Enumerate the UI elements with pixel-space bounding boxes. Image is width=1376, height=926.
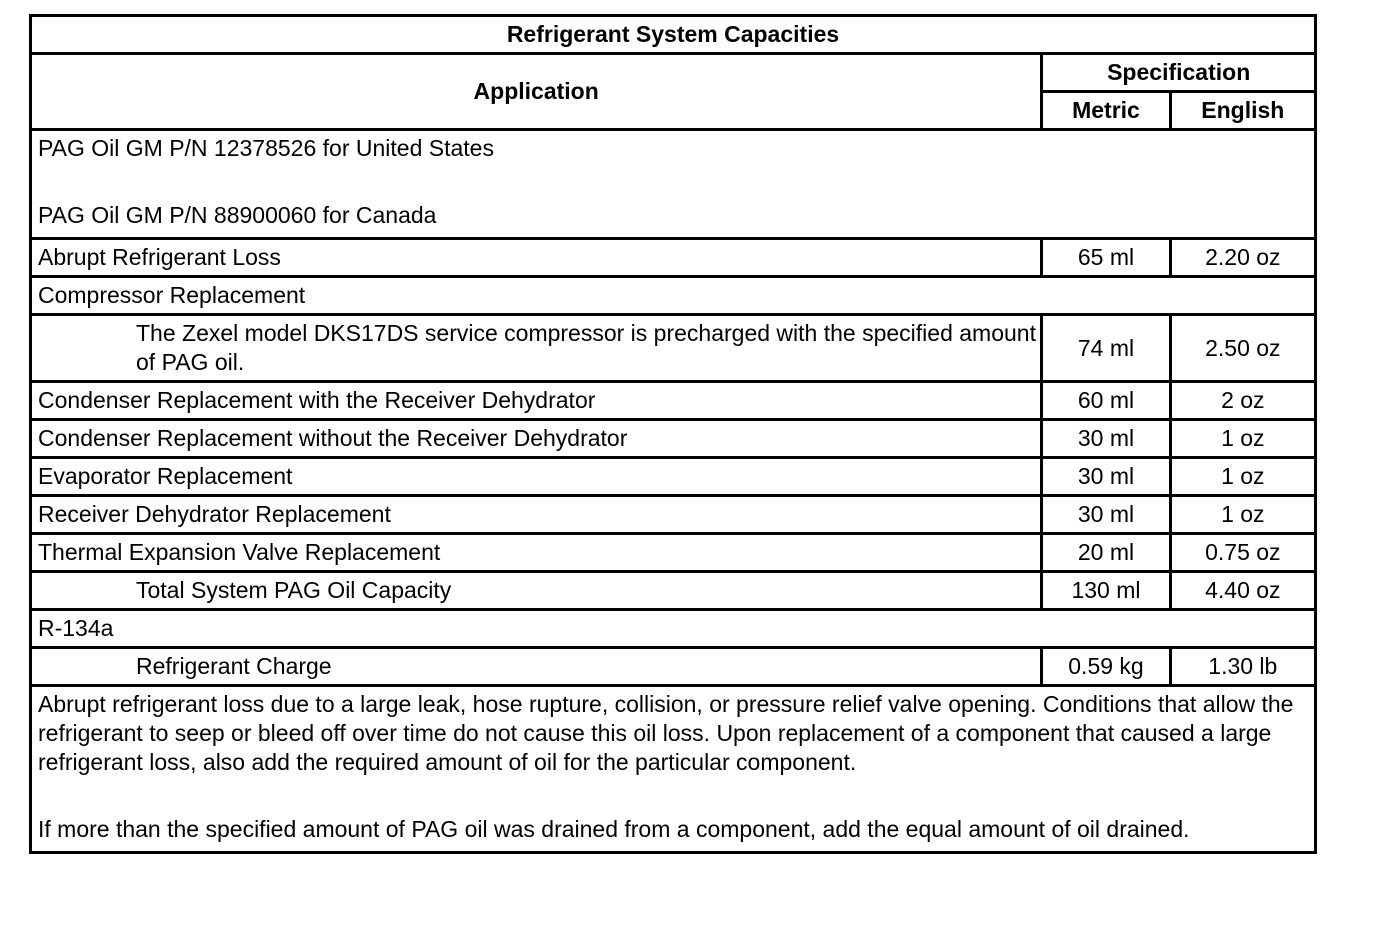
oil-note-canada: PAG Oil GM P/N 88900060 for Canada — [38, 202, 437, 228]
footnote-abrupt-loss: Abrupt refrigerant loss due to a large leak, hose rupture, collision, or pressure relief valve opening. Conditions that allow the refrigerant to seep or bleed off over time do not cause this oil loss. Upon replacement of a component that caused a large refrigerant loss, also add the required amount of oil for the particular component. — [38, 691, 1294, 775]
row-metric: 30 ml — [1042, 420, 1170, 458]
table-row — [31, 610, 1316, 648]
oil-note-cell — [31, 130, 1316, 239]
row-metric: 60 ml — [1042, 382, 1170, 420]
capacities-table — [29, 14, 1317, 854]
row-label: The Zexel model DKS17DS service compressor is precharged with the specified amount of PAG oil. — [31, 315, 1042, 382]
row-label: Refrigerant Charge — [31, 648, 1042, 686]
row-metric: 74 ml — [1042, 315, 1170, 382]
row-label: Total System PAG Oil Capacity — [31, 572, 1042, 610]
table-row — [31, 420, 1316, 458]
specification-header: Specification — [1042, 54, 1316, 92]
row-metric: 30 ml — [1042, 496, 1170, 534]
row-english: 0.75 oz — [1170, 534, 1315, 572]
row-metric: 30 ml — [1042, 458, 1170, 496]
table-row — [31, 648, 1316, 686]
row-metric: 130 ml — [1042, 572, 1170, 610]
oil-note-row — [31, 130, 1316, 239]
table-row — [31, 496, 1316, 534]
row-english: 1.30 lb — [1170, 648, 1315, 686]
header-row-1 — [31, 54, 1316, 92]
row-english: 2.20 oz — [1170, 239, 1315, 277]
footnote-cell — [31, 686, 1316, 853]
table-row — [31, 315, 1316, 382]
table-row — [31, 534, 1316, 572]
row-metric: 65 ml — [1042, 239, 1170, 277]
row-english: 2 oz — [1170, 382, 1315, 420]
metric-header: Metric — [1042, 92, 1170, 130]
row-metric: 20 ml — [1042, 534, 1170, 572]
table-row — [31, 458, 1316, 496]
application-header: Application — [31, 54, 1042, 130]
row-english: 1 oz — [1170, 496, 1315, 534]
row-label: Thermal Expansion Valve Replacement — [31, 534, 1042, 572]
table-row — [31, 239, 1316, 277]
row-english: 2.50 oz — [1170, 315, 1315, 382]
row-label: Condenser Replacement without the Receiver Dehydrator — [31, 420, 1042, 458]
row-english: 1 oz — [1170, 458, 1315, 496]
footnote-drained-oil: If more than the specified amount of PAG oil was drained from a component, add the equal amount of oil drained. — [38, 816, 1190, 842]
row-label: Abrupt Refrigerant Loss — [31, 239, 1042, 277]
english-header: English — [1170, 92, 1315, 130]
table-title: Refrigerant System Capacities — [31, 16, 1316, 54]
row-label: Condenser Replacement with the Receiver Dehydrator — [31, 382, 1042, 420]
row-label: R-134a — [31, 610, 1316, 648]
title-row — [31, 16, 1316, 54]
row-label: Receiver Dehydrator Replacement — [31, 496, 1042, 534]
footnote-row — [31, 686, 1316, 853]
oil-note-us: PAG Oil GM P/N 12378526 for United States — [38, 135, 494, 161]
row-label: Evaporator Replacement — [31, 458, 1042, 496]
row-english: 4.40 oz — [1170, 572, 1315, 610]
table-row — [31, 277, 1316, 315]
row-label: Compressor Replacement — [31, 277, 1316, 315]
table-row — [31, 382, 1316, 420]
table-row — [31, 572, 1316, 610]
row-metric: 0.59 kg — [1042, 648, 1170, 686]
row-english: 1 oz — [1170, 420, 1315, 458]
